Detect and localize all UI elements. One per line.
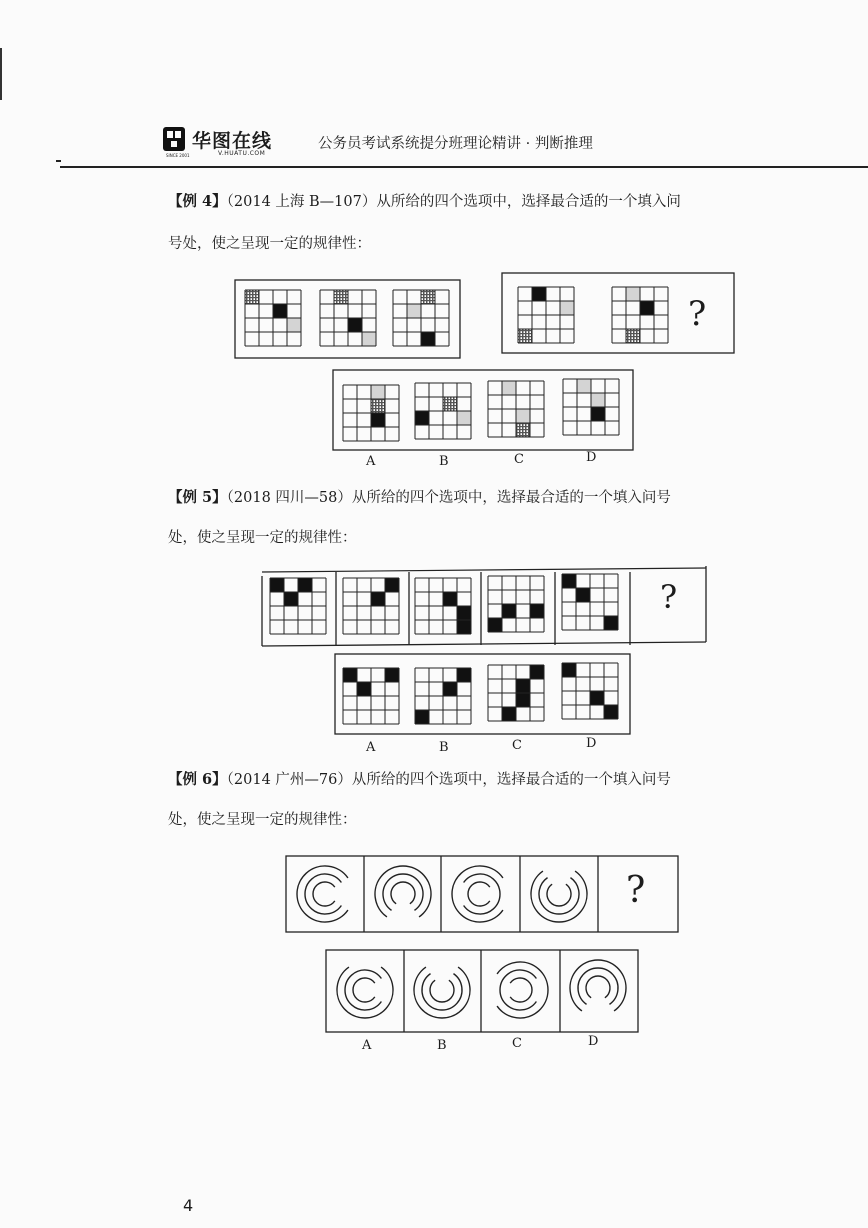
- example-4-grid-5-cell: [371, 385, 385, 399]
- example-6-option-c-figure-ring-2: [510, 978, 532, 1002]
- example-4-grid-5-cell: [371, 413, 385, 427]
- example-6-figure-3-ring-1: [464, 874, 500, 914]
- example-4-grid-7-cell: [502, 381, 516, 395]
- example-6-option-b-figure-ring-1: [422, 974, 462, 1010]
- logo-icon: [163, 127, 185, 151]
- header-dash: [56, 160, 61, 162]
- example-6-figure-4-ring-1: [539, 878, 579, 914]
- example-5-grid-1-cell: [385, 578, 399, 592]
- example-6-option-b-figure-ring-2: [430, 980, 454, 1002]
- example-4-grid-2-cell: [421, 332, 435, 346]
- example-4-option-a: A: [366, 454, 376, 469]
- example-4-grid-1-cell: [348, 318, 362, 332]
- example-5-option-d: D: [586, 736, 597, 751]
- example-5-grid-1-cell: [371, 592, 385, 606]
- example-6-option-b: B: [437, 1038, 447, 1053]
- example-5-grid-5-cell: [385, 668, 399, 682]
- example-4-grid-3-cell: [532, 287, 546, 301]
- example-5-question-mark: ?: [660, 578, 678, 616]
- example-6-question-mark: ?: [626, 870, 646, 911]
- example-5-grid-6-cell: [443, 682, 457, 696]
- example-5-grid-0-cell: [270, 578, 284, 592]
- example-5-grid-6-cell: [457, 668, 471, 682]
- example-5-grid-3-cell: [488, 618, 502, 632]
- example-4-grid-3-cell: [560, 301, 574, 315]
- example-5-tag: 【例 5】: [168, 489, 227, 506]
- example-4-option-d: D: [586, 450, 597, 465]
- example-5-grid-4-cell: [604, 616, 618, 630]
- example-6-figure-2-ring-1: [383, 874, 423, 910]
- example-5-grid-0-cell: [284, 592, 298, 606]
- example-4-grid-0-cell: [245, 290, 259, 304]
- example-4-text: 从所给的四个选项中，选择最合适的一个填入问: [376, 194, 681, 210]
- example-6-strip: [286, 856, 678, 932]
- example-5-grid-8-cell: [590, 691, 604, 705]
- example-5-source: （2018 四川—58）: [226, 490, 352, 506]
- example-6-figure-4-ring-2: [547, 884, 571, 906]
- example-5-strip-top: [262, 568, 706, 572]
- example-4-grid-5-cell: [371, 399, 385, 413]
- example-4-grid-1-cell: [362, 332, 376, 346]
- example-6-option-a-figure-ring-1: [345, 970, 381, 1010]
- example-5-grid-5-cell: [343, 668, 357, 682]
- example-6-option-a: A: [362, 1038, 372, 1053]
- example-4-grid-4-cell: [626, 287, 640, 301]
- example-6-option-a-figure-ring-2: [353, 978, 375, 1002]
- example-4-grid-0-cell: [273, 304, 287, 318]
- example-4-grid-4-cell: [626, 329, 640, 343]
- example-6-figure-2-ring-2: [391, 882, 415, 904]
- example-5-grid-2-cell: [443, 592, 457, 606]
- example-5-grid-2-cell: [457, 620, 471, 634]
- example-4-grid-3-cell: [518, 329, 532, 343]
- example-5-grid-5-cell: [357, 682, 371, 696]
- example-5-grid-0-cell: [298, 578, 312, 592]
- example-6-tag: 【例 6】: [168, 771, 227, 788]
- example-6-option-d: D: [588, 1034, 599, 1049]
- example-4-grid-7-cell: [516, 409, 530, 423]
- example-4-grid-4-cell: [640, 301, 654, 315]
- page-number: 4: [183, 1196, 194, 1215]
- example-5-grid-3-cell: [530, 604, 544, 618]
- example-4-line-2: 号处，使之呈现一定的规律性：: [168, 236, 371, 252]
- example-6-option-c: C: [512, 1036, 522, 1051]
- example-6-line-2: 处，使之呈现一定的规律性：: [168, 812, 357, 828]
- example-5-grid-6-cell: [415, 710, 429, 724]
- example-4-option-c: C: [514, 452, 524, 467]
- example-5-line-2: 处，使之呈现一定的规律性：: [168, 530, 357, 546]
- example-5-option-a: A: [366, 740, 376, 755]
- example-5-line-1: [168, 488, 671, 508]
- example-4-grid-8-cell: [591, 407, 605, 421]
- example-6-options-box: [326, 950, 638, 1032]
- example-6-source: （2014 广州—76）: [226, 772, 352, 788]
- example-4-line-1: [168, 192, 681, 212]
- example-6-line-1: [168, 770, 671, 790]
- example-4-grid-0-cell: [287, 318, 301, 332]
- example-5-grid-7-cell: [516, 679, 530, 693]
- example-5-grid-8-cell: [604, 705, 618, 719]
- example-6-figure-3-ring-2: [468, 882, 490, 906]
- logo-subtitle: V.HUATU.COM: [218, 150, 266, 157]
- example-5-text: 从所给的四个选项中，选择最合适的一个填入问号: [351, 490, 671, 506]
- example-5-grid-8-cell: [562, 663, 576, 677]
- example-4-grid-8-cell: [591, 393, 605, 407]
- example-4-grid-7-cell: [516, 423, 530, 437]
- example-4-grid-6-cell: [457, 411, 471, 425]
- example-5-grid-7-cell: [502, 707, 516, 721]
- example-5-grid-4-cell: [576, 588, 590, 602]
- example-4-grid-8-cell: [577, 379, 591, 393]
- example-6-figure-1-ring-1: [305, 874, 341, 914]
- example-6-option-d-figure-ring-2: [586, 976, 610, 998]
- example-5-grid-7-cell: [516, 693, 530, 707]
- example-5-grid-7-cell: [530, 665, 544, 679]
- example-5-options-box: [335, 654, 630, 734]
- header-rule: [60, 166, 868, 168]
- example-4-grid-6-cell: [415, 411, 429, 425]
- example-4-grid-2-cell: [421, 290, 435, 304]
- example-4-tag: 【例 4】: [168, 193, 227, 210]
- example-6-option-d-figure-ring-1: [578, 968, 618, 1004]
- example-5-grid-4-cell: [562, 574, 576, 588]
- header-title: 公务员考试系统提分班理论精讲 · 判断推理: [318, 136, 593, 152]
- example-6-figure-1-ring-2: [313, 882, 335, 906]
- logo-since: SINCE 2001: [166, 153, 190, 158]
- example-4-option-b: B: [439, 454, 449, 469]
- example-5-option-b: B: [439, 740, 449, 755]
- example-4-grid-2-cell: [407, 304, 421, 318]
- example-5-option-c: C: [512, 738, 522, 753]
- example-5-grid-3-cell: [502, 604, 516, 618]
- example-4-grid-6-cell: [443, 397, 457, 411]
- example-4-source: （2014 上海 B—107）: [226, 194, 377, 210]
- example-5-grid-2-cell: [457, 606, 471, 620]
- example-6-text: 从所给的四个选项中，选择最合适的一个填入问号: [351, 772, 671, 788]
- example-6-option-c-figure-ring-1: [500, 970, 536, 1010]
- example-4-grid-1-cell: [334, 290, 348, 304]
- example-5-strip-bottom: [262, 642, 706, 646]
- logo-text: 华图在线: [192, 130, 273, 152]
- example-4-question-mark: ?: [688, 294, 707, 334]
